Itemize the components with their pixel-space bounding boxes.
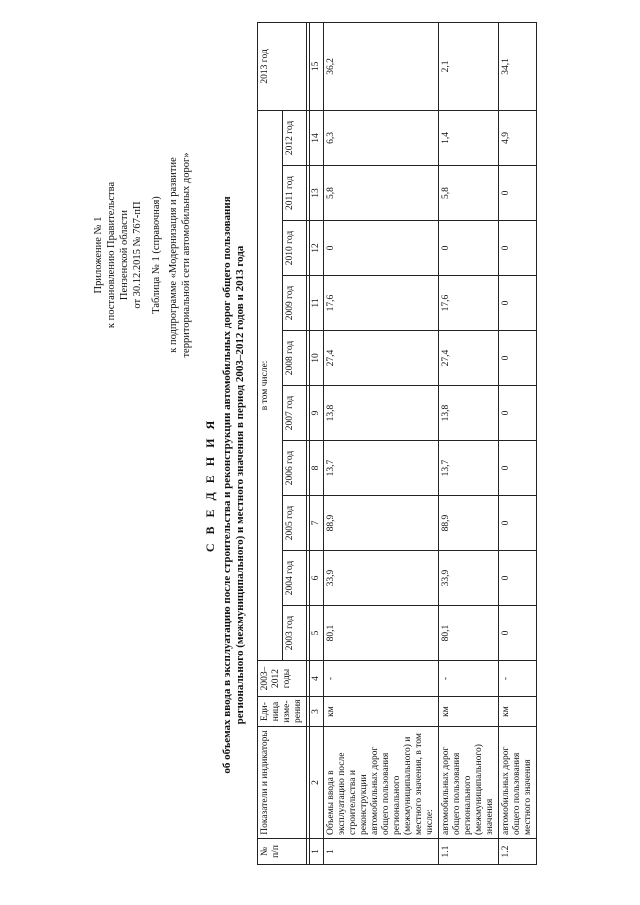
row-value: 0 bbox=[324, 221, 439, 276]
row-value: 13,8 bbox=[439, 386, 499, 441]
heading-line: об объемах ввода в эксплуатацию после строительства и реконструкции автомобильных дорог общего пользования bbox=[221, 196, 233, 774]
row-value: 0 bbox=[499, 331, 537, 386]
header-year: 2004 год bbox=[282, 551, 307, 606]
header-year: 2009 год bbox=[282, 276, 307, 331]
row-period: - bbox=[439, 661, 499, 697]
row-value: 5,8 bbox=[324, 166, 439, 221]
header-year: 2011 год bbox=[282, 166, 307, 221]
table-reference-line: территориальной сети автомобильных дорог» bbox=[181, 152, 192, 358]
header-row bbox=[258, 22, 283, 864]
data-table bbox=[257, 22, 537, 865]
table-row bbox=[439, 22, 499, 864]
row-unit: км bbox=[499, 697, 537, 727]
row-value: 13,7 bbox=[324, 441, 439, 496]
row-value: 6,3 bbox=[324, 110, 439, 165]
header-year: 2006 год bbox=[282, 441, 307, 496]
row-indicator: автомобильных дорог общего пользования регионального (межмуниципального) значения bbox=[439, 727, 499, 839]
row-value: 88,9 bbox=[324, 496, 439, 551]
column-number: 13 bbox=[310, 166, 324, 221]
row-value: 27,4 bbox=[324, 331, 439, 386]
appendix-line: к постановлению Правительства bbox=[106, 181, 117, 329]
row-num: 1 bbox=[324, 839, 439, 865]
heading-line: регионального (межмуниципального) и местного значения в период 2003–2012 годов и 2013 года bbox=[234, 245, 246, 725]
row-value: 4,9 bbox=[499, 110, 537, 165]
row-value: 13,7 bbox=[439, 441, 499, 496]
header-including: в том числе: bbox=[258, 110, 283, 660]
row-num: 1.1 bbox=[439, 839, 499, 865]
row-value: 17,6 bbox=[439, 276, 499, 331]
row-value: 5,8 bbox=[439, 166, 499, 221]
row-value: 0 bbox=[499, 441, 537, 496]
appendix-block bbox=[92, 125, 144, 385]
row-period: - bbox=[324, 661, 439, 697]
row-value: 33,9 bbox=[324, 551, 439, 606]
column-number: 2 bbox=[310, 727, 324, 839]
row-unit: км bbox=[324, 697, 439, 727]
header-num: № п/п bbox=[258, 839, 307, 865]
row-value: 0 bbox=[499, 551, 537, 606]
table-reference-line: к подпрограмме «Модернизация и развитие bbox=[168, 157, 179, 353]
header-year: 2005 год bbox=[282, 496, 307, 551]
header-year: 2010 год bbox=[282, 221, 307, 276]
header-year: 2008 год bbox=[282, 331, 307, 386]
column-number-row bbox=[310, 22, 324, 864]
header-year: 2012 год bbox=[282, 110, 307, 165]
column-number: 4 bbox=[310, 661, 324, 697]
row-value: 27,4 bbox=[439, 331, 499, 386]
row-value: 88,9 bbox=[439, 496, 499, 551]
header-unit: Еди-ница изме-рения bbox=[258, 697, 307, 727]
row-period: - bbox=[499, 661, 537, 697]
table-reference-block bbox=[150, 125, 193, 385]
row-value: 2,1 bbox=[439, 22, 499, 110]
column-number: 6 bbox=[310, 551, 324, 606]
appendix-line: Приложение № 1 bbox=[93, 216, 104, 294]
column-number: 10 bbox=[310, 331, 324, 386]
row-value: 80,1 bbox=[439, 606, 499, 661]
header-year: 2007 год bbox=[282, 386, 307, 441]
row-value: 0 bbox=[499, 166, 537, 221]
column-number: 7 bbox=[310, 496, 324, 551]
header-period: 2003–2012 годы bbox=[258, 661, 307, 697]
column-number: 5 bbox=[310, 606, 324, 661]
row-value: 0 bbox=[499, 386, 537, 441]
row-value: 0 bbox=[499, 606, 537, 661]
table-row bbox=[499, 22, 537, 864]
header-indicator: Показатели и индикаторы bbox=[258, 727, 307, 839]
row-value: 0 bbox=[439, 221, 499, 276]
column-number: 12 bbox=[310, 221, 324, 276]
row-value: 80,1 bbox=[324, 606, 439, 661]
column-number: 11 bbox=[310, 276, 324, 331]
header-year: 2003 год bbox=[282, 606, 307, 661]
column-number: 1 bbox=[310, 839, 324, 865]
row-value: 13,8 bbox=[324, 386, 439, 441]
column-number: 8 bbox=[310, 441, 324, 496]
appendix-line: Пензенской области bbox=[119, 209, 130, 301]
column-number: 15 bbox=[310, 22, 324, 110]
row-value: 33,9 bbox=[439, 551, 499, 606]
column-number: 9 bbox=[310, 386, 324, 441]
row-value: 0 bbox=[499, 276, 537, 331]
appendix-line: от 30.12.2015 № 767-пП bbox=[132, 201, 143, 309]
row-value: 0 bbox=[499, 221, 537, 276]
table-row bbox=[324, 22, 439, 864]
row-value: 1,4 bbox=[439, 110, 499, 165]
table-reference-line: Таблица № 1 (справочная) bbox=[151, 196, 162, 314]
document-title: С В Е Д Е Н И Я bbox=[203, 417, 217, 553]
document-heading bbox=[204, 125, 247, 845]
row-value: 34,1 bbox=[499, 22, 537, 110]
row-unit: км bbox=[439, 697, 499, 727]
row-indicator: автомобильных дорог общего пользования местного значения bbox=[499, 727, 537, 839]
row-value: 0 bbox=[499, 496, 537, 551]
column-number: 3 bbox=[310, 697, 324, 727]
header-year-2013: 2013 год bbox=[258, 22, 307, 110]
row-num: 1.2 bbox=[499, 839, 537, 865]
column-number: 14 bbox=[310, 110, 324, 165]
row-value: 36,2 bbox=[324, 22, 439, 110]
row-value: 17,6 bbox=[324, 276, 439, 331]
row-indicator: Объемы ввода в эксплуатацию после строительства и реконструкции автомобильных дорог общего пользования регионального (межмуниципального) и местного значения, в том числе: bbox=[324, 727, 439, 839]
